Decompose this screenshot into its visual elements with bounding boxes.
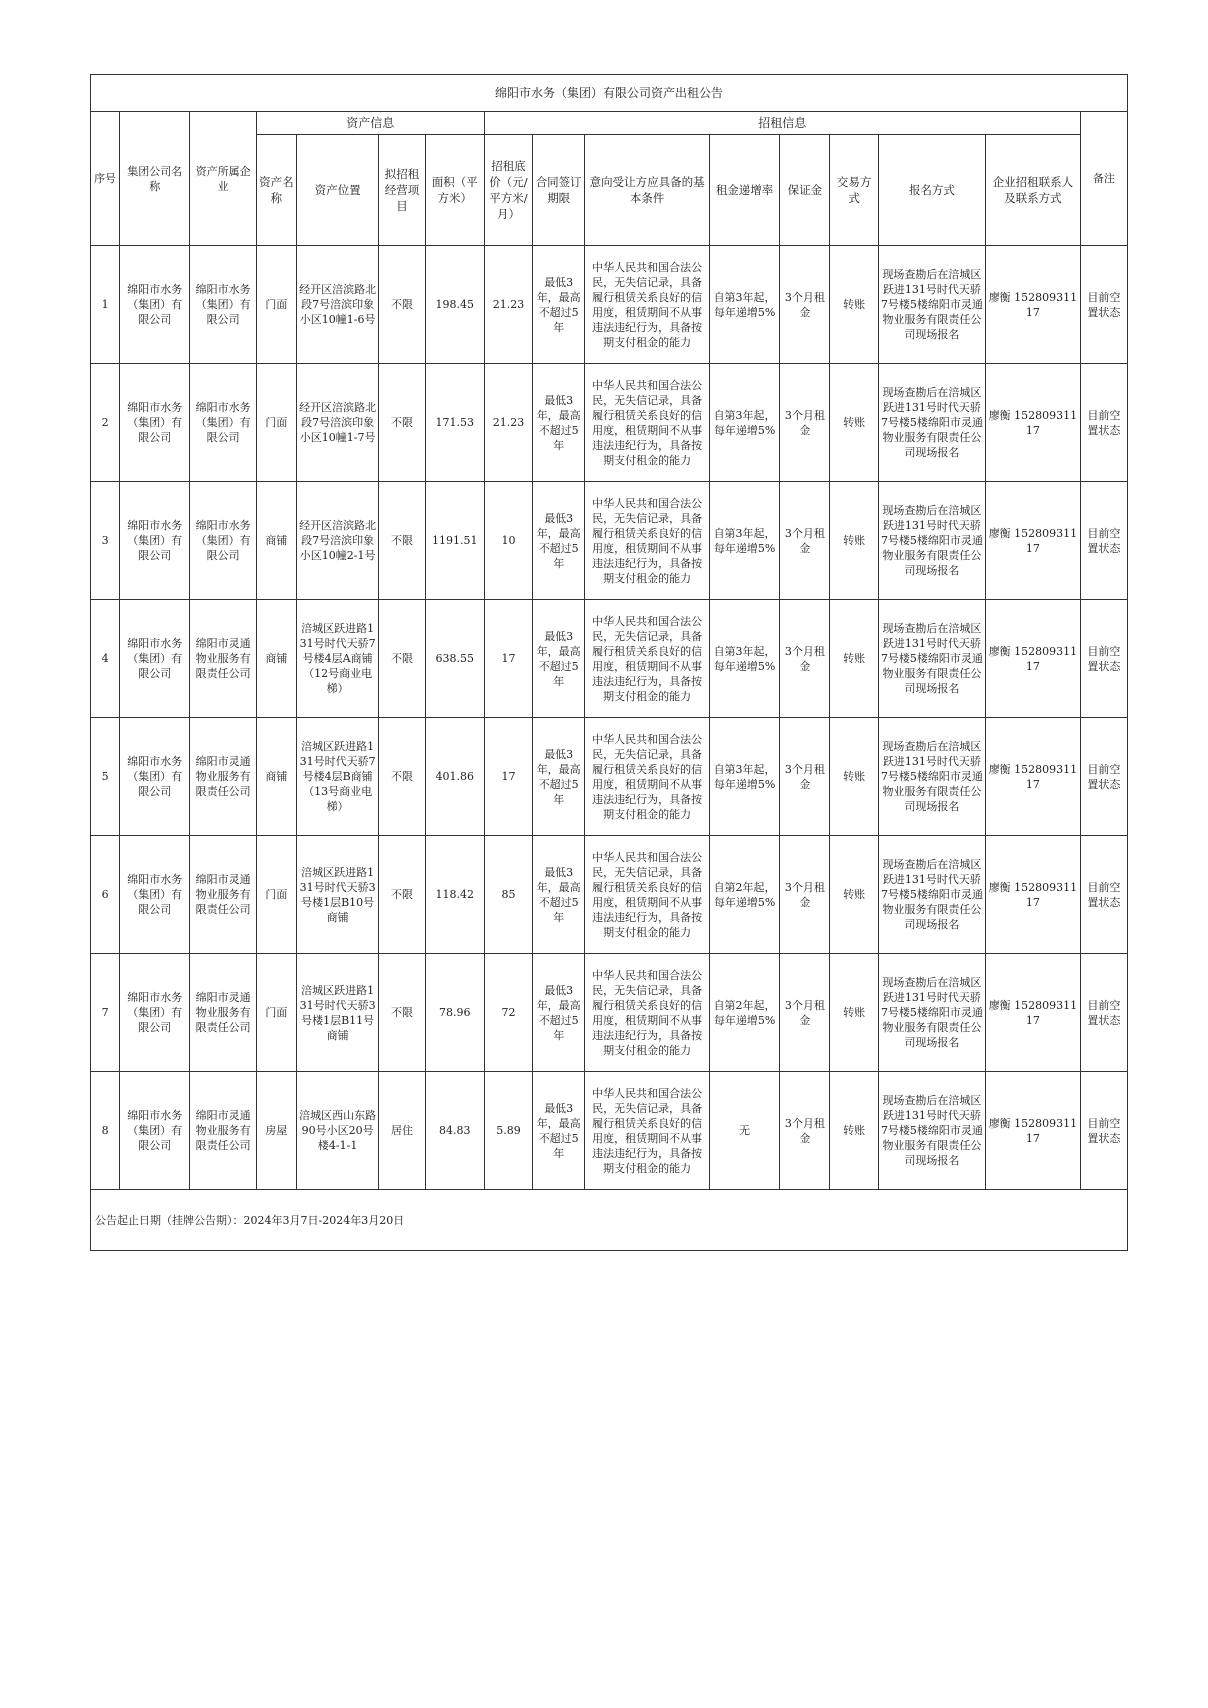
- cell-business-scope: 不限: [379, 600, 425, 718]
- cell-asset-location: 经开区涪滨路北段7号涪滨印象小区10幢1-6号: [296, 246, 378, 364]
- cell-signup: 现场查勘后在涪城区跃进131号时代天骄7号楼5楼绵阳市灵通物业服务有限责任公司现场报名: [878, 836, 986, 954]
- cell-area: 198.45: [425, 246, 484, 364]
- cell-area: 84.83: [425, 1072, 484, 1190]
- table-row: [91, 954, 1128, 1072]
- cell-contact: 廖衡 15280931117: [986, 600, 1080, 718]
- cell-area: 1191.51: [425, 482, 484, 600]
- cell-asset-name: 商铺: [256, 600, 296, 718]
- cell-payment: 转账: [830, 246, 878, 364]
- cell-deposit: 3个月租金: [780, 246, 830, 364]
- cell-group-company: 绵阳市水务（集团）有限公司: [120, 836, 190, 954]
- cell-contact: 廖衡 15280931117: [986, 364, 1080, 482]
- cell-base-price: 5.89: [484, 1072, 532, 1190]
- cell-asset-name: 房屋: [256, 1072, 296, 1190]
- header-business-scope: 拟招租经营项目: [379, 135, 425, 246]
- page-title: 绵阳市水务（集团）有限公司资产出租公告: [91, 75, 1128, 112]
- cell-contract-term: 最低3年，最高不超过5年: [533, 364, 585, 482]
- cell-contract-term: 最低3年，最高不超过5年: [533, 836, 585, 954]
- cell-asset-location: 涪城区跃进路131号时代天骄3号楼1层B10号商铺: [296, 836, 378, 954]
- table-row: [91, 364, 1128, 482]
- cell-seq: 2: [91, 364, 120, 482]
- group-asset-info: 资产信息: [256, 112, 484, 135]
- cell-contact: 廖衡 15280931117: [986, 718, 1080, 836]
- cell-contract-term: 最低3年，最高不超过5年: [533, 600, 585, 718]
- cell-base-price: 17: [484, 600, 532, 718]
- cell-rent-increase: 自第2年起，每年递增5%: [709, 954, 779, 1072]
- cell-group-company: 绵阳市水务（集团）有限公司: [120, 364, 190, 482]
- cell-deposit: 3个月租金: [780, 364, 830, 482]
- cell-payment: 转账: [830, 718, 878, 836]
- cell-payment: 转账: [830, 954, 878, 1072]
- asset-lease-table: [90, 74, 1128, 1251]
- header-rent-increase: 租金递增率: [709, 135, 779, 246]
- cell-group-company: 绵阳市水务（集团）有限公司: [120, 482, 190, 600]
- cell-deposit: 3个月租金: [780, 600, 830, 718]
- cell-base-price: 85: [484, 836, 532, 954]
- cell-contract-term: 最低3年，最高不超过5年: [533, 1072, 585, 1190]
- table-row: [91, 718, 1128, 836]
- table-row: [91, 836, 1128, 954]
- announcement-sheet: [90, 74, 1128, 1251]
- cell-asset-owner: 绵阳市灵通物业服务有限责任公司: [190, 954, 256, 1072]
- cell-base-price: 17: [484, 718, 532, 836]
- cell-seq: 5: [91, 718, 120, 836]
- cell-payment: 转账: [830, 836, 878, 954]
- cell-group-company: 绵阳市水务（集团）有限公司: [120, 718, 190, 836]
- cell-conditions: 中华人民共和国合法公民，无失信记录，具备履行租赁关系良好的信用度，租赁期间不从事违法违纪行为，具备按期支付租金的能力: [585, 836, 710, 954]
- cell-asset-name: 门面: [256, 954, 296, 1072]
- cell-asset-name: 商铺: [256, 482, 296, 600]
- cell-remark: 目前空置状态: [1080, 246, 1127, 364]
- cell-business-scope: 居住: [379, 1072, 425, 1190]
- cell-asset-owner: 绵阳市水务（集团）有限公司: [190, 482, 256, 600]
- cell-rent-increase: 自第3年起，每年递增5%: [709, 718, 779, 836]
- header-contract-term: 合同签订期限: [533, 135, 585, 246]
- header-deposit: 保证金: [780, 135, 830, 246]
- cell-business-scope: 不限: [379, 718, 425, 836]
- cell-rent-increase: 自第3年起，每年递增5%: [709, 364, 779, 482]
- cell-base-price: 10: [484, 482, 532, 600]
- cell-deposit: 3个月租金: [780, 718, 830, 836]
- cell-asset-owner: 绵阳市灵通物业服务有限责任公司: [190, 718, 256, 836]
- cell-signup: 现场查勘后在涪城区跃进131号时代天骄7号楼5楼绵阳市灵通物业服务有限责任公司现场报名: [878, 364, 986, 482]
- cell-remark: 目前空置状态: [1080, 364, 1127, 482]
- cell-remark: 目前空置状态: [1080, 482, 1127, 600]
- header-contact: 企业招租联系人及联系方式: [986, 135, 1080, 246]
- cell-asset-owner: 绵阳市灵通物业服务有限责任公司: [190, 600, 256, 718]
- cell-contact: 廖衡 15280931117: [986, 954, 1080, 1072]
- header-conditions: 意向受让方应具备的基本条件: [585, 135, 710, 246]
- cell-contact: 廖衡 15280931117: [986, 246, 1080, 364]
- cell-asset-location: 涪城区跃进路131号时代天骄3号楼1层B11号商铺: [296, 954, 378, 1072]
- cell-conditions: 中华人民共和国合法公民，无失信记录，具备履行租赁关系良好的信用度，租赁期间不从事违法违纪行为，具备按期支付租金的能力: [585, 600, 710, 718]
- cell-remark: 目前空置状态: [1080, 836, 1127, 954]
- cell-seq: 1: [91, 246, 120, 364]
- cell-group-company: 绵阳市水务（集团）有限公司: [120, 600, 190, 718]
- header-area: 面积（平方米）: [425, 135, 484, 246]
- cell-rent-increase: 自第3年起，每年递增5%: [709, 246, 779, 364]
- cell-payment: 转账: [830, 364, 878, 482]
- cell-deposit: 3个月租金: [780, 954, 830, 1072]
- cell-seq: 7: [91, 954, 120, 1072]
- cell-area: 118.42: [425, 836, 484, 954]
- cell-area: 171.53: [425, 364, 484, 482]
- cell-signup: 现场查勘后在涪城区跃进131号时代天骄7号楼5楼绵阳市灵通物业服务有限责任公司现场报名: [878, 718, 986, 836]
- cell-contract-term: 最低3年，最高不超过5年: [533, 718, 585, 836]
- cell-asset-location: 涪城区跃进路131号时代天骄7号楼4层A商铺（12号商业电梯）: [296, 600, 378, 718]
- cell-payment: 转账: [830, 1072, 878, 1190]
- header-signup: 报名方式: [878, 135, 986, 246]
- cell-seq: 3: [91, 482, 120, 600]
- table-row: [91, 1072, 1128, 1190]
- cell-asset-location: 经开区涪滨路北段7号涪滨印象小区10幢2-1号: [296, 482, 378, 600]
- cell-contract-term: 最低3年，最高不超过5年: [533, 954, 585, 1072]
- cell-payment: 转账: [830, 600, 878, 718]
- cell-business-scope: 不限: [379, 246, 425, 364]
- cell-business-scope: 不限: [379, 954, 425, 1072]
- cell-group-company: 绵阳市水务（集团）有限公司: [120, 1072, 190, 1190]
- cell-contact: 廖衡 15280931117: [986, 482, 1080, 600]
- cell-conditions: 中华人民共和国合法公民，无失信记录，具备履行租赁关系良好的信用度，租赁期间不从事违法违纪行为，具备按期支付租金的能力: [585, 954, 710, 1072]
- cell-rent-increase: 自第2年起，每年递增5%: [709, 836, 779, 954]
- cell-deposit: 3个月租金: [780, 1072, 830, 1190]
- cell-asset-owner: 绵阳市灵通物业服务有限责任公司: [190, 1072, 256, 1190]
- cell-area: 401.86: [425, 718, 484, 836]
- table-row: [91, 600, 1128, 718]
- cell-conditions: 中华人民共和国合法公民，无失信记录，具备履行租赁关系良好的信用度，租赁期间不从事违法违纪行为，具备按期支付租金的能力: [585, 718, 710, 836]
- header-remark: 备注: [1080, 112, 1127, 246]
- cell-rent-increase: 自第3年起，每年递增5%: [709, 482, 779, 600]
- announcement-period: 公告起止日期（挂牌公告期）：2024年3月7日-2024年3月20日: [91, 1190, 1128, 1251]
- table-row: [91, 246, 1128, 364]
- cell-area: 638.55: [425, 600, 484, 718]
- cell-conditions: 中华人民共和国合法公民，无失信记录，具备履行租赁关系良好的信用度，租赁期间不从事违法违纪行为，具备按期支付租金的能力: [585, 364, 710, 482]
- cell-remark: 目前空置状态: [1080, 718, 1127, 836]
- header-asset-location: 资产位置: [296, 135, 378, 246]
- cell-deposit: 3个月租金: [780, 836, 830, 954]
- cell-rent-increase: 自第3年起，每年递增5%: [709, 600, 779, 718]
- cell-asset-owner: 绵阳市灵通物业服务有限责任公司: [190, 836, 256, 954]
- cell-conditions: 中华人民共和国合法公民，无失信记录，具备履行租赁关系良好的信用度，租赁期间不从事违法违纪行为，具备按期支付租金的能力: [585, 246, 710, 364]
- cell-conditions: 中华人民共和国合法公民，无失信记录，具备履行租赁关系良好的信用度，租赁期间不从事违法违纪行为，具备按期支付租金的能力: [585, 482, 710, 600]
- cell-signup: 现场查勘后在涪城区跃进131号时代天骄7号楼5楼绵阳市灵通物业服务有限责任公司现场报名: [878, 600, 986, 718]
- cell-business-scope: 不限: [379, 836, 425, 954]
- cell-base-price: 21.23: [484, 246, 532, 364]
- header-seq: 序号: [91, 112, 120, 246]
- cell-remark: 目前空置状态: [1080, 600, 1127, 718]
- cell-signup: 现场查勘后在涪城区跃进131号时代天骄7号楼5楼绵阳市灵通物业服务有限责任公司现场报名: [878, 1072, 986, 1190]
- cell-signup: 现场查勘后在涪城区跃进131号时代天骄7号楼5楼绵阳市灵通物业服务有限责任公司现场报名: [878, 246, 986, 364]
- table-row: [91, 482, 1128, 600]
- cell-signup: 现场查勘后在涪城区跃进131号时代天骄7号楼5楼绵阳市灵通物业服务有限责任公司现场报名: [878, 482, 986, 600]
- cell-business-scope: 不限: [379, 364, 425, 482]
- header-asset-name: 资产名称: [256, 135, 296, 246]
- cell-asset-name: 商铺: [256, 718, 296, 836]
- cell-remark: 目前空置状态: [1080, 1072, 1127, 1190]
- cell-rent-increase: 无: [709, 1072, 779, 1190]
- cell-asset-owner: 绵阳市水务（集团）有限公司: [190, 364, 256, 482]
- cell-asset-name: 门面: [256, 246, 296, 364]
- cell-asset-owner: 绵阳市水务（集团）有限公司: [190, 246, 256, 364]
- cell-deposit: 3个月租金: [780, 482, 830, 600]
- header-base-price: 招租底价（元/平方米/月）: [484, 135, 532, 246]
- cell-signup: 现场查勘后在涪城区跃进131号时代天骄7号楼5楼绵阳市灵通物业服务有限责任公司现场报名: [878, 954, 986, 1072]
- cell-base-price: 21.23: [484, 364, 532, 482]
- cell-asset-name: 门面: [256, 836, 296, 954]
- cell-seq: 6: [91, 836, 120, 954]
- cell-asset-location: 涪城区西山东路90号小区20号楼4-1-1: [296, 1072, 378, 1190]
- cell-conditions: 中华人民共和国合法公民，无失信记录，具备履行租赁关系良好的信用度，租赁期间不从事违法违纪行为，具备按期支付租金的能力: [585, 1072, 710, 1190]
- cell-asset-name: 门面: [256, 364, 296, 482]
- group-lease-info: 招租信息: [484, 112, 1080, 135]
- cell-group-company: 绵阳市水务（集团）有限公司: [120, 246, 190, 364]
- header-payment: 交易方式: [830, 135, 878, 246]
- cell-base-price: 72: [484, 954, 532, 1072]
- cell-seq: 4: [91, 600, 120, 718]
- cell-business-scope: 不限: [379, 482, 425, 600]
- cell-contact: 廖衡 15280931117: [986, 1072, 1080, 1190]
- cell-area: 78.96: [425, 954, 484, 1072]
- cell-asset-location: 经开区涪滨路北段7号涪滨印象小区10幢1-7号: [296, 364, 378, 482]
- cell-contract-term: 最低3年，最高不超过5年: [533, 482, 585, 600]
- header-group-company: 集团公司名称: [120, 112, 190, 246]
- cell-asset-location: 涪城区跃进路131号时代天骄7号楼4层B商铺（13号商业电梯）: [296, 718, 378, 836]
- cell-contract-term: 最低3年，最高不超过5年: [533, 246, 585, 364]
- cell-contact: 廖衡 15280931117: [986, 836, 1080, 954]
- cell-remark: 目前空置状态: [1080, 954, 1127, 1072]
- header-asset-owner: 资产所属企业: [190, 112, 256, 246]
- cell-seq: 8: [91, 1072, 120, 1190]
- cell-payment: 转账: [830, 482, 878, 600]
- cell-group-company: 绵阳市水务（集团）有限公司: [120, 954, 190, 1072]
